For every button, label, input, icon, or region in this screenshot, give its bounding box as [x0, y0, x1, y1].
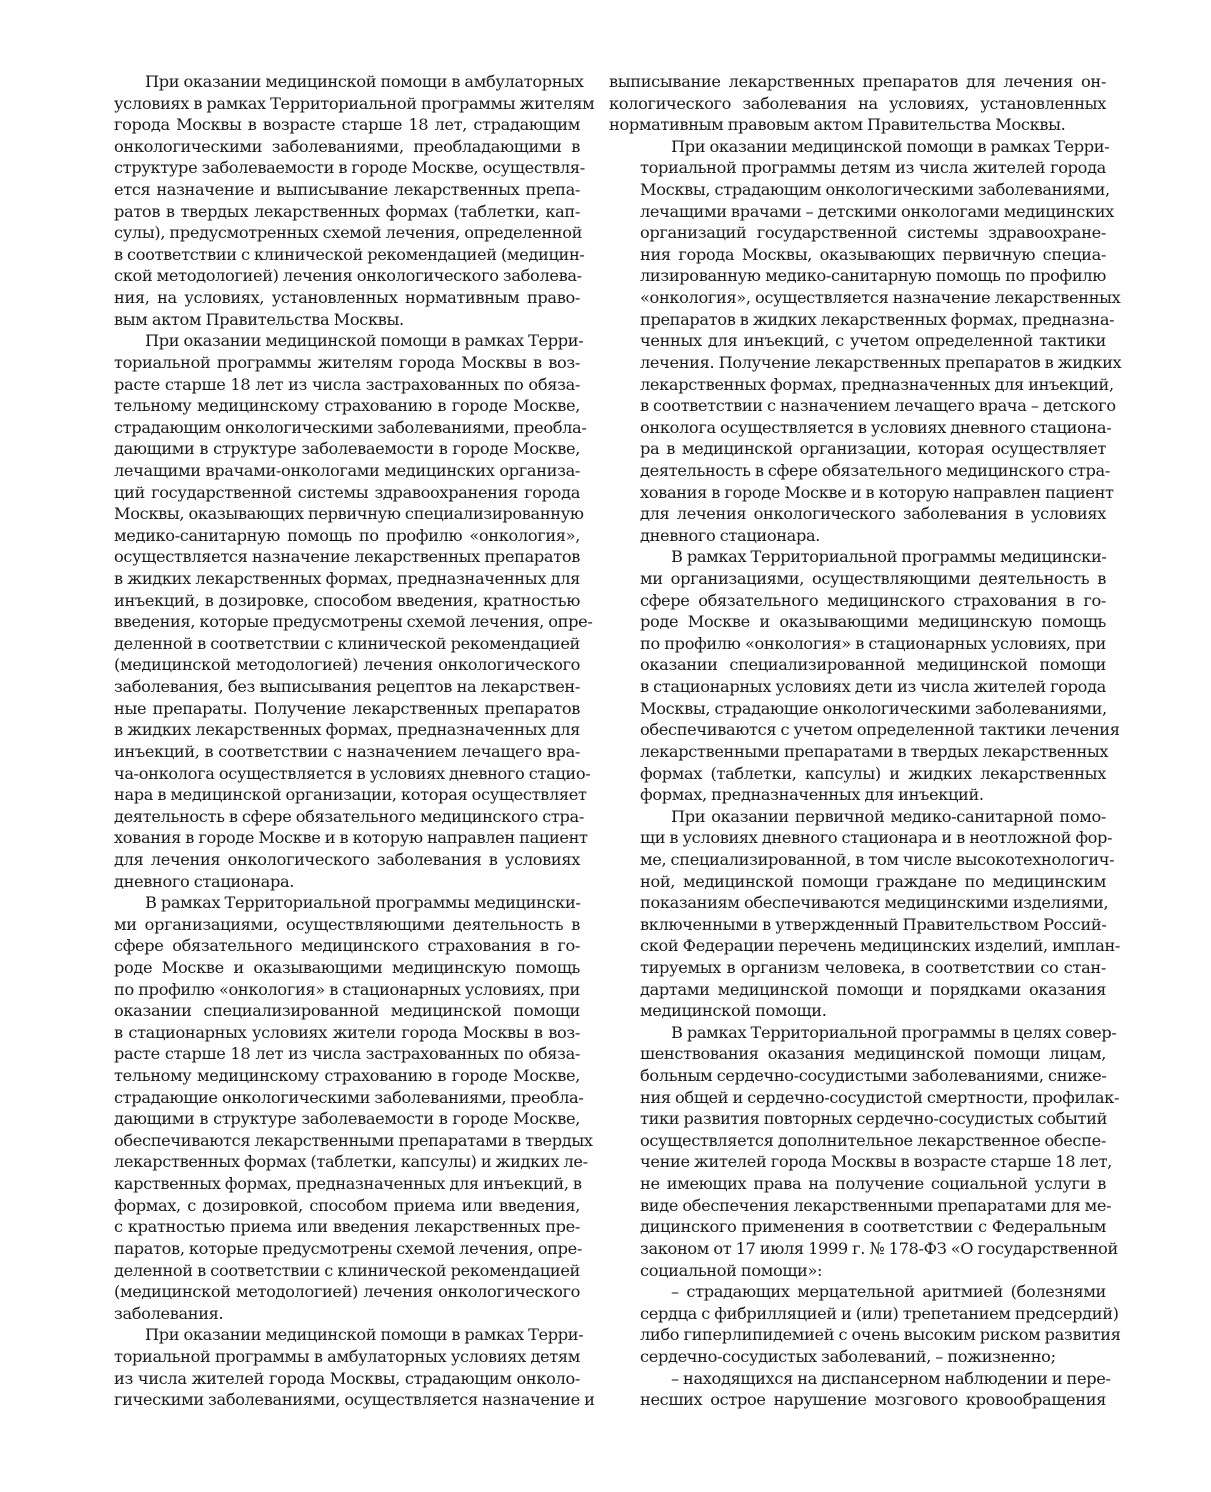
- text-line: роде Москве и оказывающими медицинскую помощь: [114, 957, 580, 977]
- text-line: дартами медицинской помощи и порядками оказания: [640, 979, 1106, 999]
- text-line: кологического заболевания на условиях, установленных: [609, 93, 1106, 113]
- text-line: оказании специализированной медицинской помощи: [114, 1001, 580, 1021]
- text-line: формах, предназначенных для инъекций.: [640, 785, 984, 805]
- text-line: лекарственных формах, предназначенных для инъекций,: [640, 374, 1114, 394]
- text-line: по профилю «онкология» в стационарных условиях, при: [640, 633, 1106, 653]
- paragraph: [609, 136, 1122, 547]
- text-line: щи в условиях дневного стационара и в неотложной фор-: [640, 828, 1113, 848]
- text-line: онколога осуществляется в условиях дневного стациона-: [640, 417, 1112, 437]
- text-line: медико-санитарную помощь по профилю «онкология»,: [114, 525, 580, 545]
- text-line: условиях в рамках Территориальной программы жителям: [114, 93, 595, 113]
- text-line: ратов в твердых лекарственных формах (таблетки, кап-: [114, 201, 580, 221]
- text-line: лечащими врачами-онкологами медицинских организа-: [114, 460, 580, 480]
- text-line: деятельность в сфере обязательного медицинского стра-: [114, 806, 584, 826]
- text-line: виде обеспечения лекарственными препаратами для ме-: [640, 1195, 1112, 1215]
- text-line: тельному медицинскому страхованию в городе Москве,: [114, 1066, 580, 1086]
- text-line: При оказании медицинской помощи в рамках Терри-: [145, 331, 584, 351]
- text-line: в соответствии с назначением лечащего врача – детского: [640, 396, 1116, 416]
- text-line: больным сердечно-сосудистыми заболеваниями, сниже-: [640, 1066, 1107, 1086]
- text-line: расте старше 18 лет из числа застрахованных по обяза-: [114, 374, 580, 394]
- paragraph: [609, 1368, 1111, 1411]
- text-line: деятельность в сфере обязательного медицинского стра-: [640, 460, 1110, 480]
- text-line: страдающие онкологическими заболеваниями, преобла-: [114, 1087, 584, 1107]
- text-line: паратов, которые предусмотрены схемой лечения, опре-: [114, 1238, 582, 1258]
- text-line: Москвы, страдающие онкологическими заболеваниями,: [640, 698, 1107, 718]
- text-line: осуществляется дополнительное лекарственное обеспе-: [640, 1130, 1106, 1150]
- text-line: ме, специализированной, в том числе высокотехнологич-: [640, 849, 1115, 869]
- paragraph: [83, 330, 593, 892]
- text-line: (медицинской методологией) лечения онкологического: [114, 1282, 580, 1302]
- text-line: обеспечиваются лекарственными препаратами в твердых: [114, 1130, 593, 1150]
- text-line: из числа жителей города Москвы, страдающим онколо-: [114, 1368, 580, 1388]
- text-line: заболевания.: [114, 1303, 224, 1323]
- text-line: ций государственной системы здравоохранения города: [114, 482, 580, 502]
- text-line: Москвы, страдающим онкологическими заболеваниями,: [640, 180, 1110, 200]
- text-line: расте старше 18 лет из числа застрахованных по обяза-: [114, 1044, 580, 1064]
- text-line: сфере обязательного медицинского страхования в го-: [640, 590, 1106, 610]
- text-line: шенствования оказания медицинской помощи лицам,: [640, 1044, 1106, 1064]
- text-line: В рамках Территориальной программы медицински-: [145, 893, 581, 913]
- text-line: в жидких лекарственных формах, предназначенных для: [114, 569, 580, 589]
- text-line: лекарственными препаратами в твердых лекарственных: [640, 741, 1109, 761]
- text-line: – находящихся на диспансерном наблюдении и пере-: [671, 1368, 1111, 1388]
- text-line: структуре заболеваемости в городе Москве, осуществля-: [114, 158, 585, 178]
- text-line: препаратов в жидких лекарственных формах, предназна-: [640, 309, 1115, 329]
- text-line: дневного стационара.: [640, 525, 821, 545]
- text-line: При оказании медицинской помощи в рамках Терри-: [145, 1325, 584, 1345]
- text-line: организаций государственной системы здравоохране-: [640, 223, 1106, 243]
- text-line: лечащими врачами – детскими онкологами медицинских: [640, 201, 1114, 221]
- text-line: ториальной программы в амбулаторных условиях детям: [114, 1346, 580, 1366]
- text-line: несших острое нарушение мозгового кровообращения: [640, 1390, 1106, 1410]
- text-line: ния, на условиях, установленных нормативным право-: [114, 288, 580, 308]
- text-line: социальной помощи»:: [640, 1260, 823, 1280]
- text-line: сердца с фибрилляцией и (или) трепетанием предсердий): [640, 1303, 1119, 1323]
- paragraph: [609, 546, 1120, 805]
- text-line: вым актом Правительства Москвы.: [114, 309, 404, 329]
- text-line: ченных для инъекций, с учетом определенной тактики: [640, 331, 1106, 351]
- text-line: ра в медицинской организации, которая осуществляет: [640, 439, 1106, 459]
- text-line: инъекций, в дозировке, способом введения, кратностью: [114, 590, 580, 610]
- text-line: деленной в соответствии с клинической рекомендацией: [114, 633, 580, 653]
- text-line: с кратностью приема или введения лекарственных пре-: [114, 1217, 580, 1237]
- text-line: дающими в структуре заболеваемости в городе Москве,: [114, 1109, 580, 1129]
- text-line: для лечения онкологического заболевания в условиях: [114, 849, 580, 869]
- text-line: лечения. Получение лекарственных препаратов в жидких: [640, 352, 1122, 372]
- text-line: обеспечиваются с учетом определенной тактики лечения: [640, 720, 1120, 740]
- text-line: сулы), предусмотренных схемой лечения, определенной: [114, 223, 583, 243]
- text-line: страдающим онкологическими заболеваниями, преобла-: [114, 417, 587, 437]
- text-line: включенными в утвержденный Правительством Россий-: [640, 914, 1107, 934]
- text-line: ча-онколога осуществляется в условиях дневного стацио-: [114, 763, 591, 783]
- text-line: законом от 17 июля 1999 г. № 178-ФЗ «О государственной: [640, 1238, 1118, 1258]
- paragraph-continued: [609, 71, 1106, 136]
- left-text-column: [83, 71, 595, 1411]
- text-line: чение жителей города Москвы в возрасте старше 18 лет,: [640, 1152, 1113, 1172]
- text-line: показаниям обеспечиваются медицинскими изделиями,: [640, 893, 1109, 913]
- text-line: При оказании медицинской помощи в амбулаторных: [145, 72, 584, 91]
- text-line: «онкология», осуществляется назначение лекарственных: [640, 288, 1121, 308]
- text-line: ториальной программы жителям города Москвы в воз-: [114, 352, 580, 372]
- text-line: тельному медицинскому страхованию в городе Москве,: [114, 396, 580, 416]
- text-line: оказании специализированной медицинской помощи: [640, 655, 1106, 675]
- right-text-column: [609, 71, 1122, 1411]
- text-line: либо гиперлипидемией с очень высоким риском развития: [640, 1325, 1121, 1345]
- text-line: осуществляется назначение лекарственных препаратов: [114, 547, 580, 567]
- text-line: ные препараты. Получение лекарственных препаратов: [114, 698, 580, 718]
- text-line: лизированную медико-санитарную помощь по профилю: [640, 266, 1106, 286]
- text-line: медицинской помощи.: [640, 1001, 827, 1021]
- text-line: Москвы, оказывающих первичную специализированную: [114, 504, 584, 524]
- text-line: нормативным правовым актом Правительства Москвы.: [609, 115, 1066, 135]
- text-line: формах (таблетки, капсулы) и жидких лекарственных: [640, 763, 1106, 783]
- text-line: При оказании медицинской помощи в рамках Терри-: [671, 136, 1110, 156]
- text-line: ской Федерации перечень медицинских изделий, имплан-: [640, 936, 1121, 956]
- text-line: по профилю «онкология» в стационарных условиях, при: [114, 979, 580, 999]
- text-line: – страдающих мерцательной аритмией (болезнями: [671, 1282, 1106, 1302]
- text-line: в стационарных условиях дети из числа жителей города: [640, 677, 1106, 697]
- text-line: При оказании первичной медико-санитарной помо-: [671, 806, 1106, 826]
- text-line: ми организациями, осуществляющими деятельность в: [114, 914, 580, 934]
- paragraph: [609, 1281, 1121, 1367]
- text-line: дающими в структуре заболеваемости в городе Москве,: [114, 439, 580, 459]
- text-line: ториальной программы детям из числа жителей города: [640, 158, 1106, 178]
- text-line: ния города Москвы, оказывающих первичную специа-: [640, 244, 1106, 264]
- text-line: роде Москве и оказывающими медицинскую помощь: [640, 612, 1106, 632]
- text-line: ми организациями, осуществляющими деятельность в: [640, 569, 1106, 589]
- text-line: инъекций, в соответствии с назначением лечащего вра-: [114, 741, 580, 761]
- text-line: ния общей и сердечно-сосудистой смертности, профилак-: [640, 1087, 1120, 1107]
- text-line: хования в городе Москве и в которую направлен пациент: [114, 828, 588, 848]
- text-line: формах, с дозировкой, способом приема или введения,: [114, 1195, 580, 1215]
- text-line: ется назначение и выписывание лекарственных препа-: [114, 180, 580, 200]
- text-line: города Москвы в возрасте старше 18 лет, страдающим: [114, 115, 580, 135]
- text-line: тики развития повторных сердечно-сосудистых событий: [640, 1109, 1108, 1129]
- text-line: для лечения онкологического заболевания в условиях: [640, 504, 1106, 524]
- text-line: В рамках Территориальной программы в целях совер-: [671, 1022, 1117, 1042]
- text-line: в соответствии с клинической рекомендацией (медицин-: [114, 244, 585, 264]
- paragraph: [83, 892, 593, 1324]
- text-line: дневного стационара.: [114, 871, 295, 891]
- text-line: деленной в соответствии с клинической рекомендацией: [114, 1260, 580, 1280]
- text-line: ной, медицинской помощи граждане по медицинским: [640, 871, 1106, 891]
- text-line: хования в городе Москве и в которую направлен пациент: [640, 482, 1114, 502]
- paragraph: [609, 1022, 1120, 1281]
- text-line: в жидких лекарственных формах, предназначенных для: [114, 720, 580, 740]
- text-line: тируемых в организм человека, в соответствии со стан-: [640, 957, 1106, 977]
- text-line: выписывание лекарственных препаратов для лечения он-: [609, 72, 1106, 91]
- text-line: (медицинской методологией) лечения онкологического: [114, 655, 580, 675]
- text-line: сфере обязательного медицинского страхования в го-: [114, 936, 580, 956]
- text-line: не имеющих права на получение социальной услуги в: [640, 1174, 1106, 1194]
- text-line: ской методологией) лечения онкологического заболева-: [114, 266, 582, 286]
- paragraph: [83, 1324, 595, 1410]
- paragraph: [83, 71, 595, 330]
- text-line: гическими заболеваниями, осуществляется назначение и: [114, 1390, 595, 1410]
- paragraph: [609, 806, 1121, 1022]
- text-line: карственных формах, предназначенных для инъекций, в: [114, 1174, 582, 1194]
- text-line: лекарственных формах (таблетки, капсулы) и жидких ле-: [114, 1152, 588, 1172]
- text-line: онкологическими заболеваниями, преобладающими в: [114, 136, 580, 156]
- text-line: введения, которые предусмотрены схемой лечения, опре-: [114, 612, 593, 632]
- text-line: сердечно-сосудистых заболеваний, – пожизненно;: [640, 1346, 1056, 1366]
- text-line: в стационарных условиях жители города Москвы в воз-: [114, 1022, 580, 1042]
- text-line: заболевания, без выписывания рецептов на лекарствен-: [114, 677, 580, 697]
- text-line: В рамках Территориальной программы медицински-: [671, 547, 1107, 567]
- text-line: нара в медицинской организации, которая осуществляет: [114, 785, 587, 805]
- text-line: дицинского применения в соответствии с Федеральным: [640, 1217, 1106, 1237]
